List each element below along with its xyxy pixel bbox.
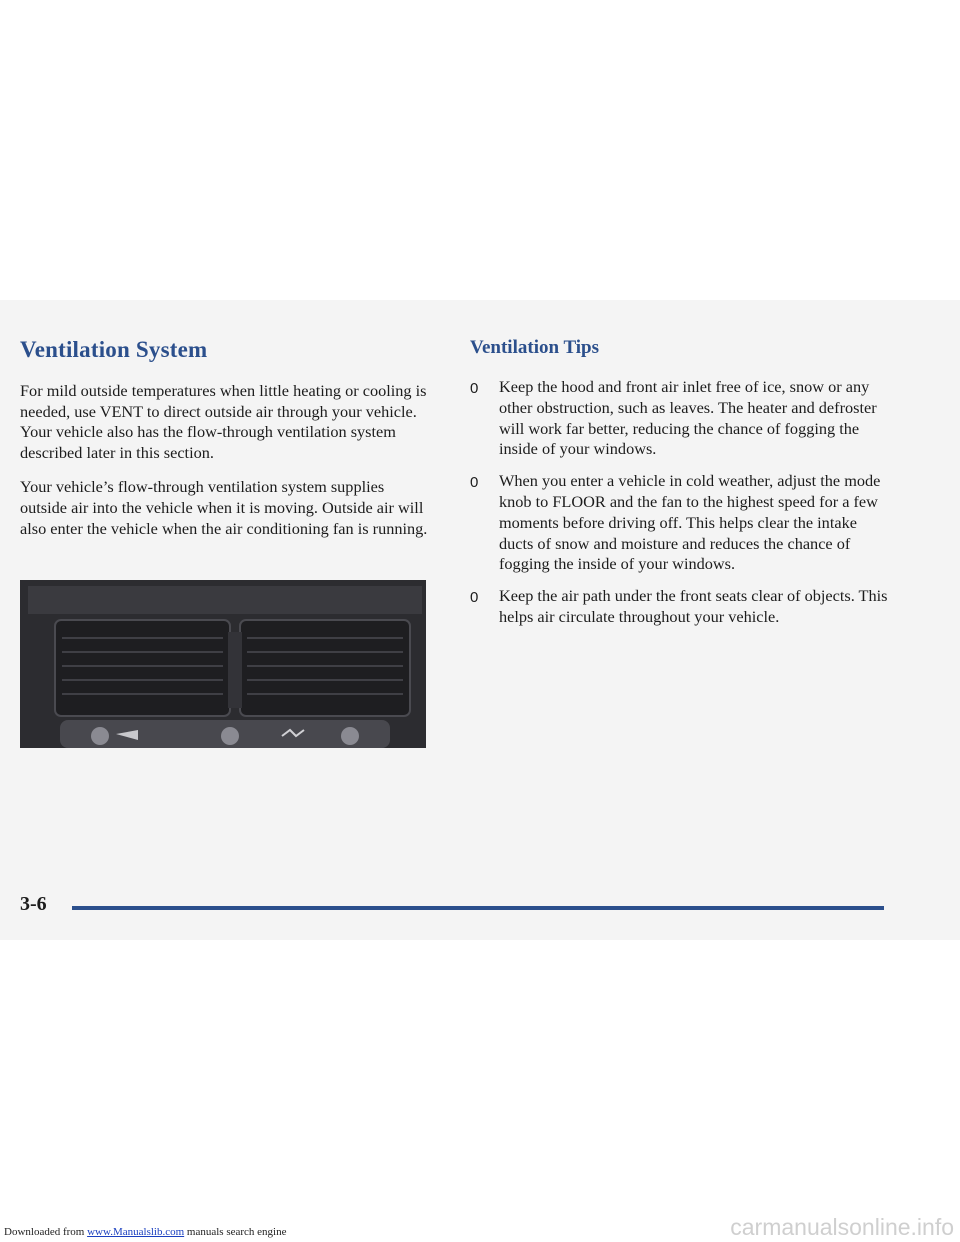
tip-text: Keep the hood and front air inlet free of ice, snow or any other obstruction, such as leaves. The heater and defroster will work far better, reducing the chance of fogging the inside of your windows.	[499, 377, 877, 459]
tips-title: Ventilation Tips	[470, 337, 600, 358]
bullet-icon: 0	[470, 474, 479, 492]
list-item	[470, 586, 890, 628]
bullet-icon: 0	[470, 589, 479, 607]
section-title: Ventilation System	[20, 337, 208, 362]
download-prefix: Downloaded from	[4, 1226, 88, 1238]
list-item	[470, 377, 890, 460]
footer-rule	[72, 906, 884, 910]
tip-text: When you enter a vehicle in cold weather, adjust the mode knob to FLOOR and the fan to the highest speed for a few moments before driving off. This helps clear the intake ducts of snow and moisture and reduces the chance of fogging the inside of your windows.	[499, 471, 881, 574]
right-column	[470, 337, 890, 639]
page-number: 3-6	[20, 893, 47, 915]
vent-illustration	[20, 580, 426, 748]
flow-through-paragraph: Your vehicle’s flow-through ventilation system supplies outside air into the vehicle when it is moving. Outside air will also enter the vehicle when the air conditioning fan is running.	[20, 477, 428, 538]
manualslib-link[interactable]: www.Manualslib.com	[87, 1226, 185, 1238]
left-column	[20, 337, 435, 553]
watermark: carmanualsonline.info	[730, 1214, 954, 1240]
tips-list	[470, 377, 890, 628]
list-item	[470, 471, 890, 575]
intro-paragraph: For mild outside temperatures when little heating or cooling is needed, use VENT to direct outside air through your vehicle. Your vehicle also has the flow-through ventilation system described later in this section.	[20, 381, 427, 462]
tip-text: Keep the air path under the front seats clear of objects. This helps air circulate throughout your vehicle.	[499, 586, 888, 626]
bullet-icon: 0	[470, 380, 479, 397]
download-suffix: manuals search engine	[184, 1226, 287, 1238]
dashboard-vents-photo	[20, 580, 426, 748]
download-credit	[4, 1226, 286, 1238]
